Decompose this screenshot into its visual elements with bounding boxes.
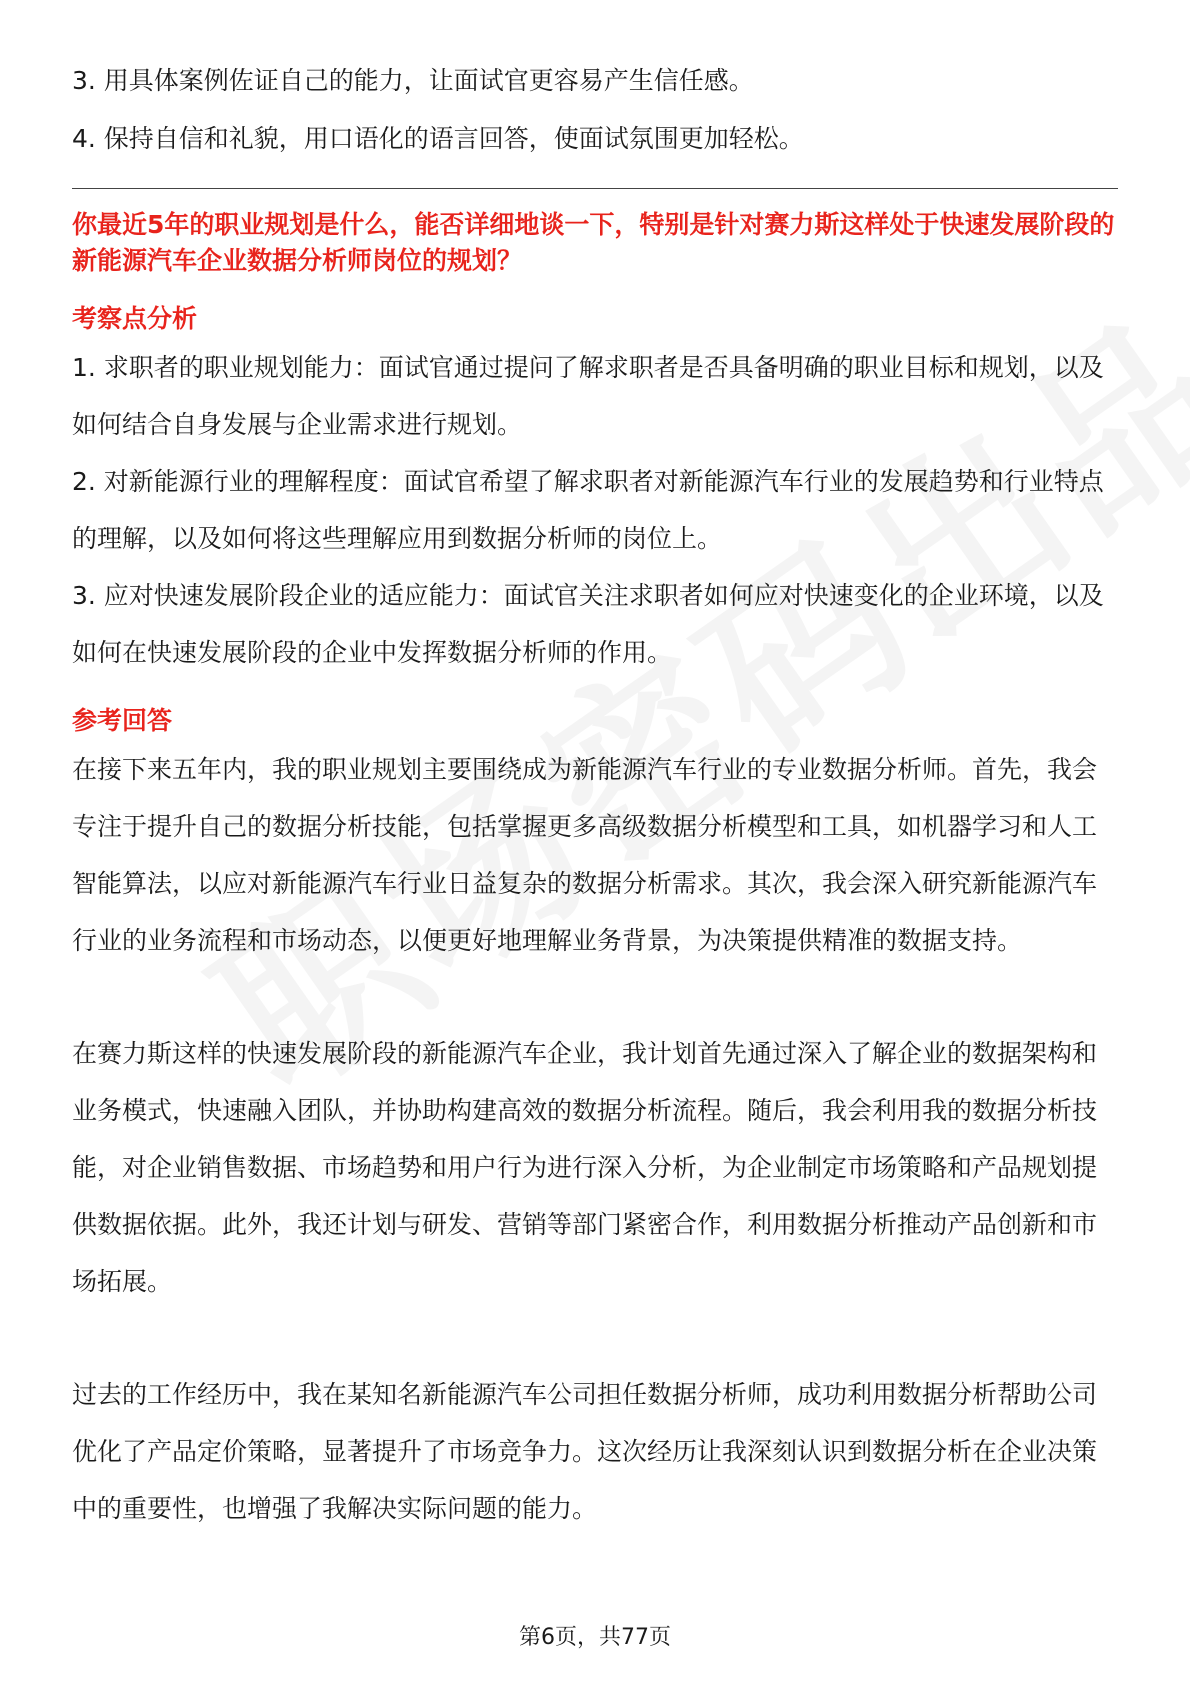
interview-question: 你最近5年的职业规划是什么，能否详细地谈一下，特别是针对赛力斯这样处于快速发展阶段的新能源汽车企业数据分析师岗位的规划？ xyxy=(72,210,1115,275)
page-content xyxy=(72,52,1118,1537)
intro-item-3: 3. 用具体案例佐证自己的能力，让面试官更容易产生信任感。 xyxy=(72,66,754,95)
analysis-item-1: 1. 求职者的职业规划能力：面试官通过提问了解求职者是否具备明确的职业目标和规划，以及如何结合自身发展与企业需求进行规划。 xyxy=(72,353,1104,439)
analysis-item-2: 2. 对新能源行业的理解程度：面试官希望了解求职者对新能源汽车行业的发展趋势和行业特点的理解，以及如何将这些理解应用到数据分析师的岗位上。 xyxy=(72,467,1104,553)
paragraph-spacer xyxy=(72,969,1118,1025)
answer-paragraph-1: 在接下来五年内，我的职业规划主要围绕成为新能源汽车行业的专业数据分析师。首先，我会专注于提升自己的数据分析技能，包括掌握更多高级数据分析模型和工具，如机器学习和人工智能算法，以应对新能源汽车行业日益复杂的数据分析需求。其次，我会深入研究新能源汽车行业的业务流程和市场动态，以便更好地理解业务背景，为决策提供精准的数据支持。 xyxy=(72,755,1098,955)
analysis-item-3: 3. 应对快速发展阶段企业的适应能力：面试官关注求职者如何应对快速变化的企业环境，以及如何在快速发展阶段的企业中发挥数据分析师的作用。 xyxy=(72,581,1104,667)
section-divider xyxy=(72,188,1118,189)
paragraph-spacer xyxy=(72,1310,1118,1366)
page-number: 第6页，共77页 xyxy=(519,1625,671,1650)
analysis-title: 考察点分析 xyxy=(72,304,198,333)
answer-title: 参考回答 xyxy=(72,706,173,735)
answer-paragraph-3: 过去的工作经历中，我在某知名新能源汽车公司担任数据分析师，成功利用数据分析帮助公司优化了产品定价策略，显著提升了市场竞争力。这次经历让我深刻认识到数据分析在企业决策中的重要性，也增强了我解决实际问题的能力。 xyxy=(72,1380,1098,1523)
intro-item-4: 4. 保持自信和礼貌，用口语化的语言回答，使面试氛围更加轻松。 xyxy=(72,124,804,153)
answer-paragraph-2: 在赛力斯这样的快速发展阶段的新能源汽车企业，我计划首先通过深入了解企业的数据架构和业务模式，快速融入团队，并协助构建高效的数据分析流程。随后，我会利用我的数据分析技能，对企业销售数据、市场趋势和用户行为进行深入分析，为企业制定市场策略和产品规划提供数据依据。此外，我还计划与研发、营销等部门紧密合作，利用数据分析推动产品创新和市场拓展。 xyxy=(72,1039,1098,1296)
